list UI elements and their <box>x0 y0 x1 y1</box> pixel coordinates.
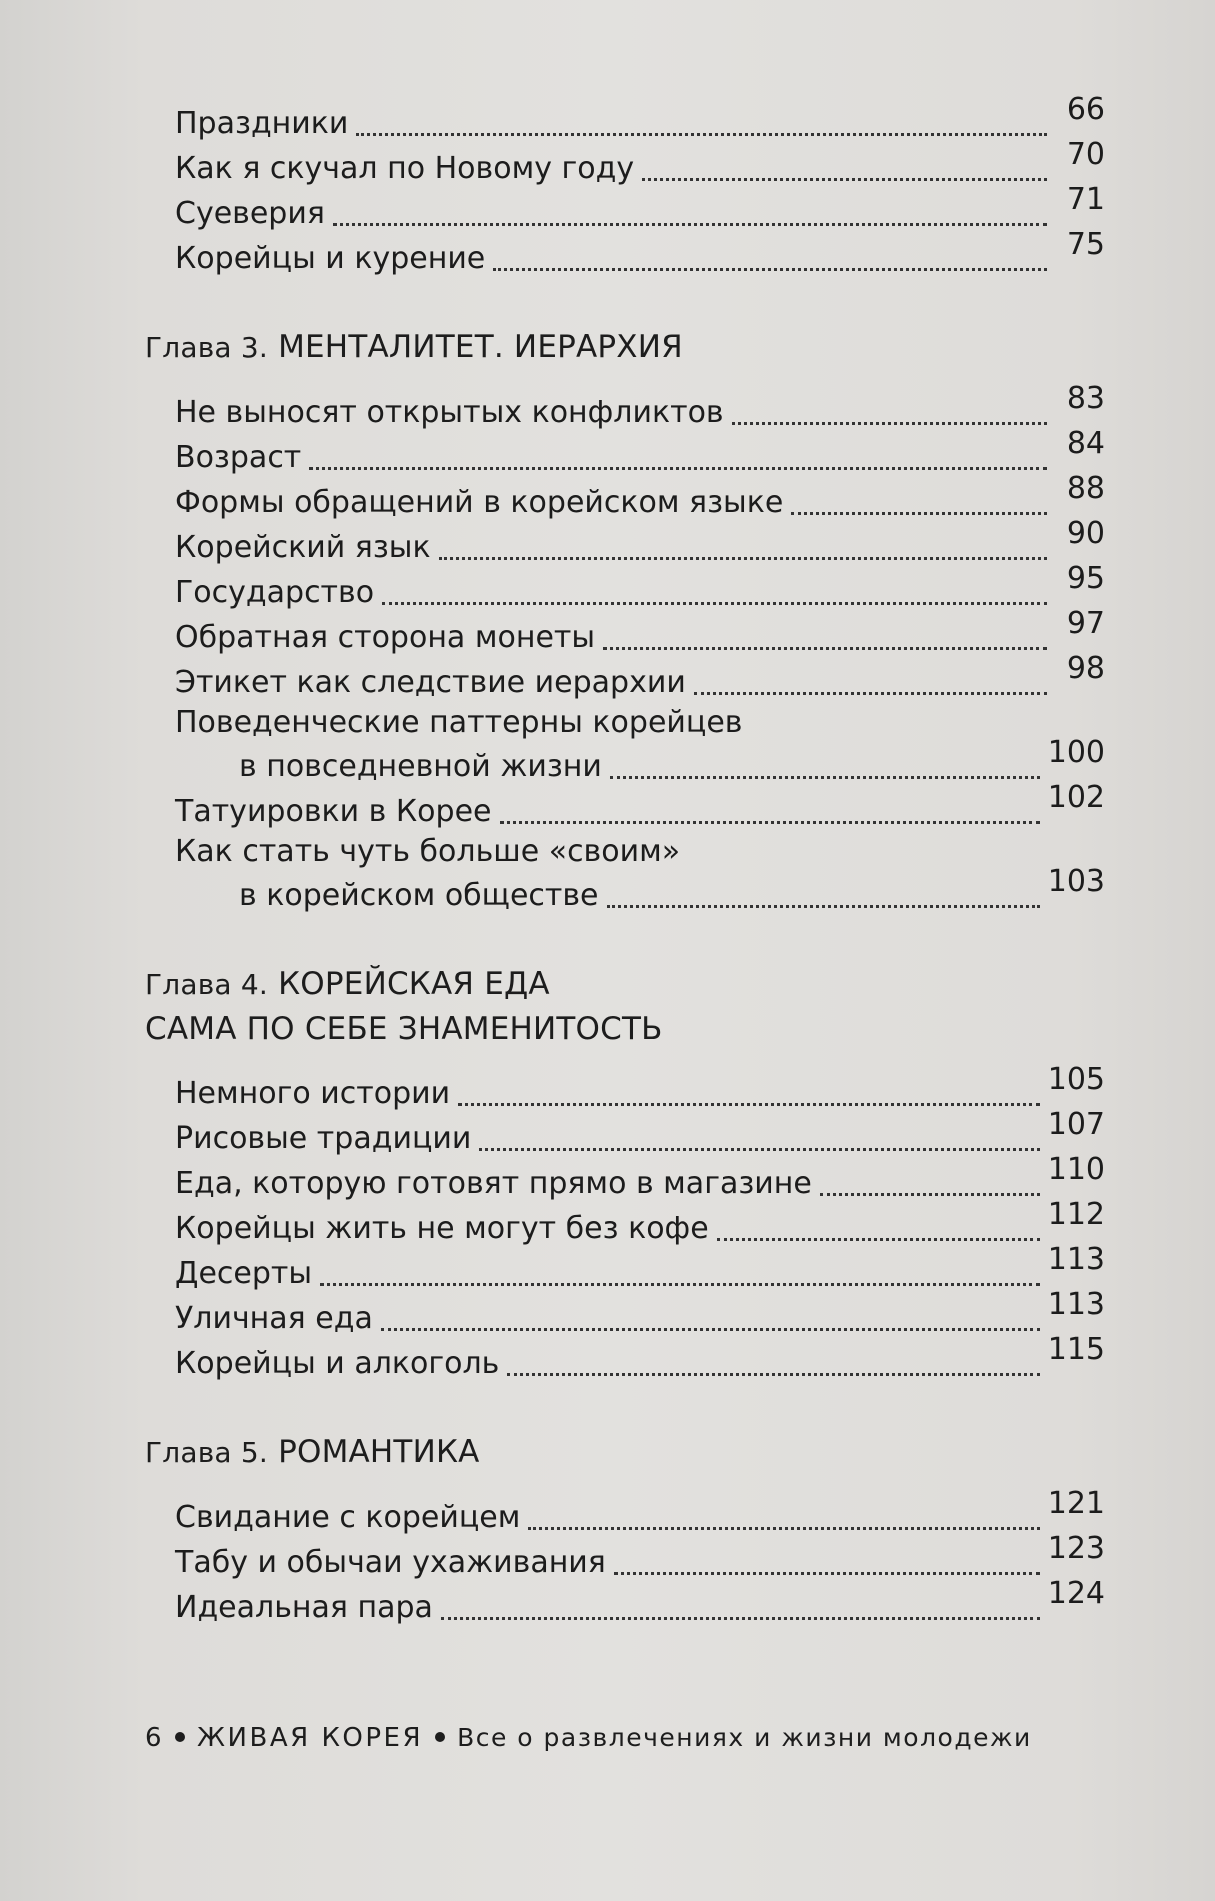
toc-entry-page: 110 <box>1047 1152 1105 1187</box>
leader-dots <box>356 133 1047 136</box>
toc-entry <box>175 1197 1105 1249</box>
toc-entry-page: 115 <box>1047 1332 1105 1367</box>
toc-entry <box>175 1576 1105 1628</box>
toc-entry <box>175 1486 1105 1538</box>
chapter-number: Глава 4. <box>145 968 269 1001</box>
toc-entry-title-line2: в повседневной жизни <box>239 749 602 784</box>
toc-entry-page: 97 <box>1066 606 1105 641</box>
chapter-title: МЕНТАЛИТЕТ. ИЕРАРХИЯ <box>278 329 683 365</box>
toc-entry-page: 123 <box>1047 1531 1105 1566</box>
toc-entry-page: 75 <box>1066 227 1105 262</box>
toc-entry-page: 83 <box>1066 381 1105 416</box>
toc-entry-title: Корейцы и алкоголь <box>175 1346 500 1381</box>
toc-section-continuation <box>145 92 1105 279</box>
chapter-heading <box>145 962 1105 1051</box>
toc-entry-page: 105 <box>1047 1062 1105 1097</box>
toc-entry <box>175 1531 1105 1583</box>
toc-entries <box>175 1062 1105 1384</box>
chapter-title: РОМАНТИКА <box>278 1434 480 1470</box>
toc-entry-page: 95 <box>1066 561 1105 596</box>
leader-dots <box>500 821 1040 824</box>
page-number: 6 <box>145 1723 164 1753</box>
toc-entries <box>175 1486 1105 1628</box>
toc-entry-continuation <box>175 864 1105 916</box>
toc-entry-title: Формы обращений в корейском языке <box>175 485 784 520</box>
toc-entry-page: 70 <box>1066 137 1105 172</box>
toc-entry-page: 112 <box>1047 1197 1105 1232</box>
toc-entry <box>175 703 1105 787</box>
section-gap <box>145 916 1105 962</box>
toc-entry-title: Еда, которую готовят прямо в магазине <box>175 1166 812 1201</box>
bullet-separator <box>435 1732 445 1742</box>
toc-entry-title: Корейцы и курение <box>175 241 486 276</box>
toc-entry-title: Возраст <box>175 440 302 475</box>
toc-entry-title: Суеверия <box>175 196 325 231</box>
toc-entry <box>175 606 1105 658</box>
toc-entry-page: 84 <box>1066 426 1105 461</box>
leader-dots <box>732 422 1047 425</box>
leader-dots <box>820 1193 1040 1196</box>
toc-entry-page: 102 <box>1047 780 1105 815</box>
toc-entry-title: Корейский язык <box>175 530 431 565</box>
toc-entry-title: Не выносят открытых конфликтов <box>175 395 724 430</box>
leader-dots <box>528 1527 1039 1530</box>
leader-dots <box>607 905 1040 908</box>
toc-entry <box>175 1062 1105 1114</box>
table-of-contents <box>145 92 1105 1628</box>
toc-entry-title: Этикет как следствие иерархии <box>175 665 686 700</box>
toc-entry-page: 107 <box>1047 1107 1105 1142</box>
toc-entry-title: Обратная сторона монеты <box>175 620 596 655</box>
toc-entry <box>175 137 1105 189</box>
toc-entry-title: Корейцы жить не могут без кофе <box>175 1211 709 1246</box>
toc-entry <box>175 516 1105 568</box>
page-footer <box>145 1723 1032 1753</box>
chapter-subtitle: САМА ПО СЕБЕ ЗНАМЕНИТОСТЬ <box>145 1011 663 1047</box>
leader-dots <box>382 602 1047 605</box>
toc-entry-title: Государство <box>175 575 375 610</box>
toc-entry-title: Уличная еда <box>175 1301 373 1336</box>
toc-entry-page: 66 <box>1066 92 1105 127</box>
toc-entry-title: Рисовые традиции <box>175 1121 472 1156</box>
leader-dots <box>381 1328 1040 1331</box>
leader-dots <box>493 268 1047 271</box>
toc-entry-page: 71 <box>1066 182 1105 217</box>
toc-entry <box>175 651 1105 703</box>
leader-dots <box>333 223 1047 226</box>
toc-entry <box>175 1107 1105 1159</box>
chapter-number: Глава 5. <box>145 1436 269 1469</box>
toc-section-chapter-5 <box>145 1430 1105 1628</box>
toc-entry-title: Праздники <box>175 106 349 141</box>
toc-entries <box>175 92 1105 279</box>
toc-entry-title: Десерты <box>175 1256 313 1291</box>
toc-entry-title: Табу и обычаи ухаживания <box>175 1545 606 1580</box>
toc-entry-title: Немного истории <box>175 1076 451 1111</box>
chapter-heading <box>145 325 1105 370</box>
toc-entry <box>175 832 1105 916</box>
toc-entry-title: Идеальная пара <box>175 1590 433 1625</box>
toc-entry-page: 98 <box>1066 651 1105 686</box>
toc-entry-page: 124 <box>1047 1576 1105 1611</box>
leader-dots <box>603 647 1047 650</box>
toc-entry <box>175 1287 1105 1339</box>
toc-entry-continuation <box>175 735 1105 787</box>
toc-entry <box>175 1242 1105 1294</box>
section-gap <box>145 1384 1105 1430</box>
toc-entry <box>175 1152 1105 1204</box>
section-gap <box>145 279 1105 325</box>
toc-entry-title: Свидание с корейцем <box>175 1500 521 1535</box>
toc-entry-title: Татуировки в Корее <box>175 794 492 829</box>
chapter-number: Глава 3. <box>145 331 269 364</box>
toc-entry-page: 90 <box>1066 516 1105 551</box>
leader-dots <box>610 776 1040 779</box>
leader-dots <box>320 1283 1040 1286</box>
leader-dots <box>479 1148 1039 1151</box>
toc-entry <box>175 561 1105 613</box>
toc-entry-page: 113 <box>1047 1287 1105 1322</box>
toc-entry <box>175 182 1105 234</box>
toc-entry-page: 103 <box>1047 864 1105 899</box>
toc-entries <box>175 381 1105 916</box>
chapter-title: КОРЕЙСКАЯ ЕДА <box>278 966 550 1002</box>
leader-dots <box>791 512 1047 515</box>
leader-dots <box>309 467 1047 470</box>
leader-dots <box>614 1572 1040 1575</box>
toc-entry <box>175 227 1105 279</box>
toc-section-chapter-3 <box>145 325 1105 916</box>
chapter-heading <box>145 1430 1105 1475</box>
toc-entry <box>175 381 1105 433</box>
toc-entry <box>175 426 1105 478</box>
toc-entry-title: Как я скучал по Новому году <box>175 151 635 186</box>
toc-entry-page: 100 <box>1047 735 1105 770</box>
toc-entry-page: 88 <box>1066 471 1105 506</box>
toc-entry-page: 121 <box>1047 1486 1105 1521</box>
toc-entry <box>175 471 1105 523</box>
leader-dots <box>439 557 1047 560</box>
book-subtitle: Все о развлечениях и жизни молодежи <box>457 1723 1032 1752</box>
toc-entry-title-line2: в корейском обществе <box>239 878 599 913</box>
leader-dots <box>507 1373 1039 1376</box>
leader-dots <box>441 1617 1040 1620</box>
toc-entry <box>175 1332 1105 1384</box>
leader-dots <box>717 1238 1040 1241</box>
bullet-separator <box>175 1732 185 1742</box>
toc-entry-page: 113 <box>1047 1242 1105 1277</box>
leader-dots <box>642 178 1047 181</box>
toc-entry <box>175 92 1105 144</box>
leader-dots <box>694 692 1047 695</box>
toc-entry-title: Поведенческие паттерны корейцев <box>175 705 743 740</box>
series-title: ЖИВАЯ КОРЕЯ <box>197 1723 424 1753</box>
toc-entry-title: Как стать чуть больше «своим» <box>175 834 681 869</box>
toc-section-chapter-4 <box>145 962 1105 1384</box>
toc-entry <box>175 780 1105 832</box>
leader-dots <box>458 1103 1040 1106</box>
